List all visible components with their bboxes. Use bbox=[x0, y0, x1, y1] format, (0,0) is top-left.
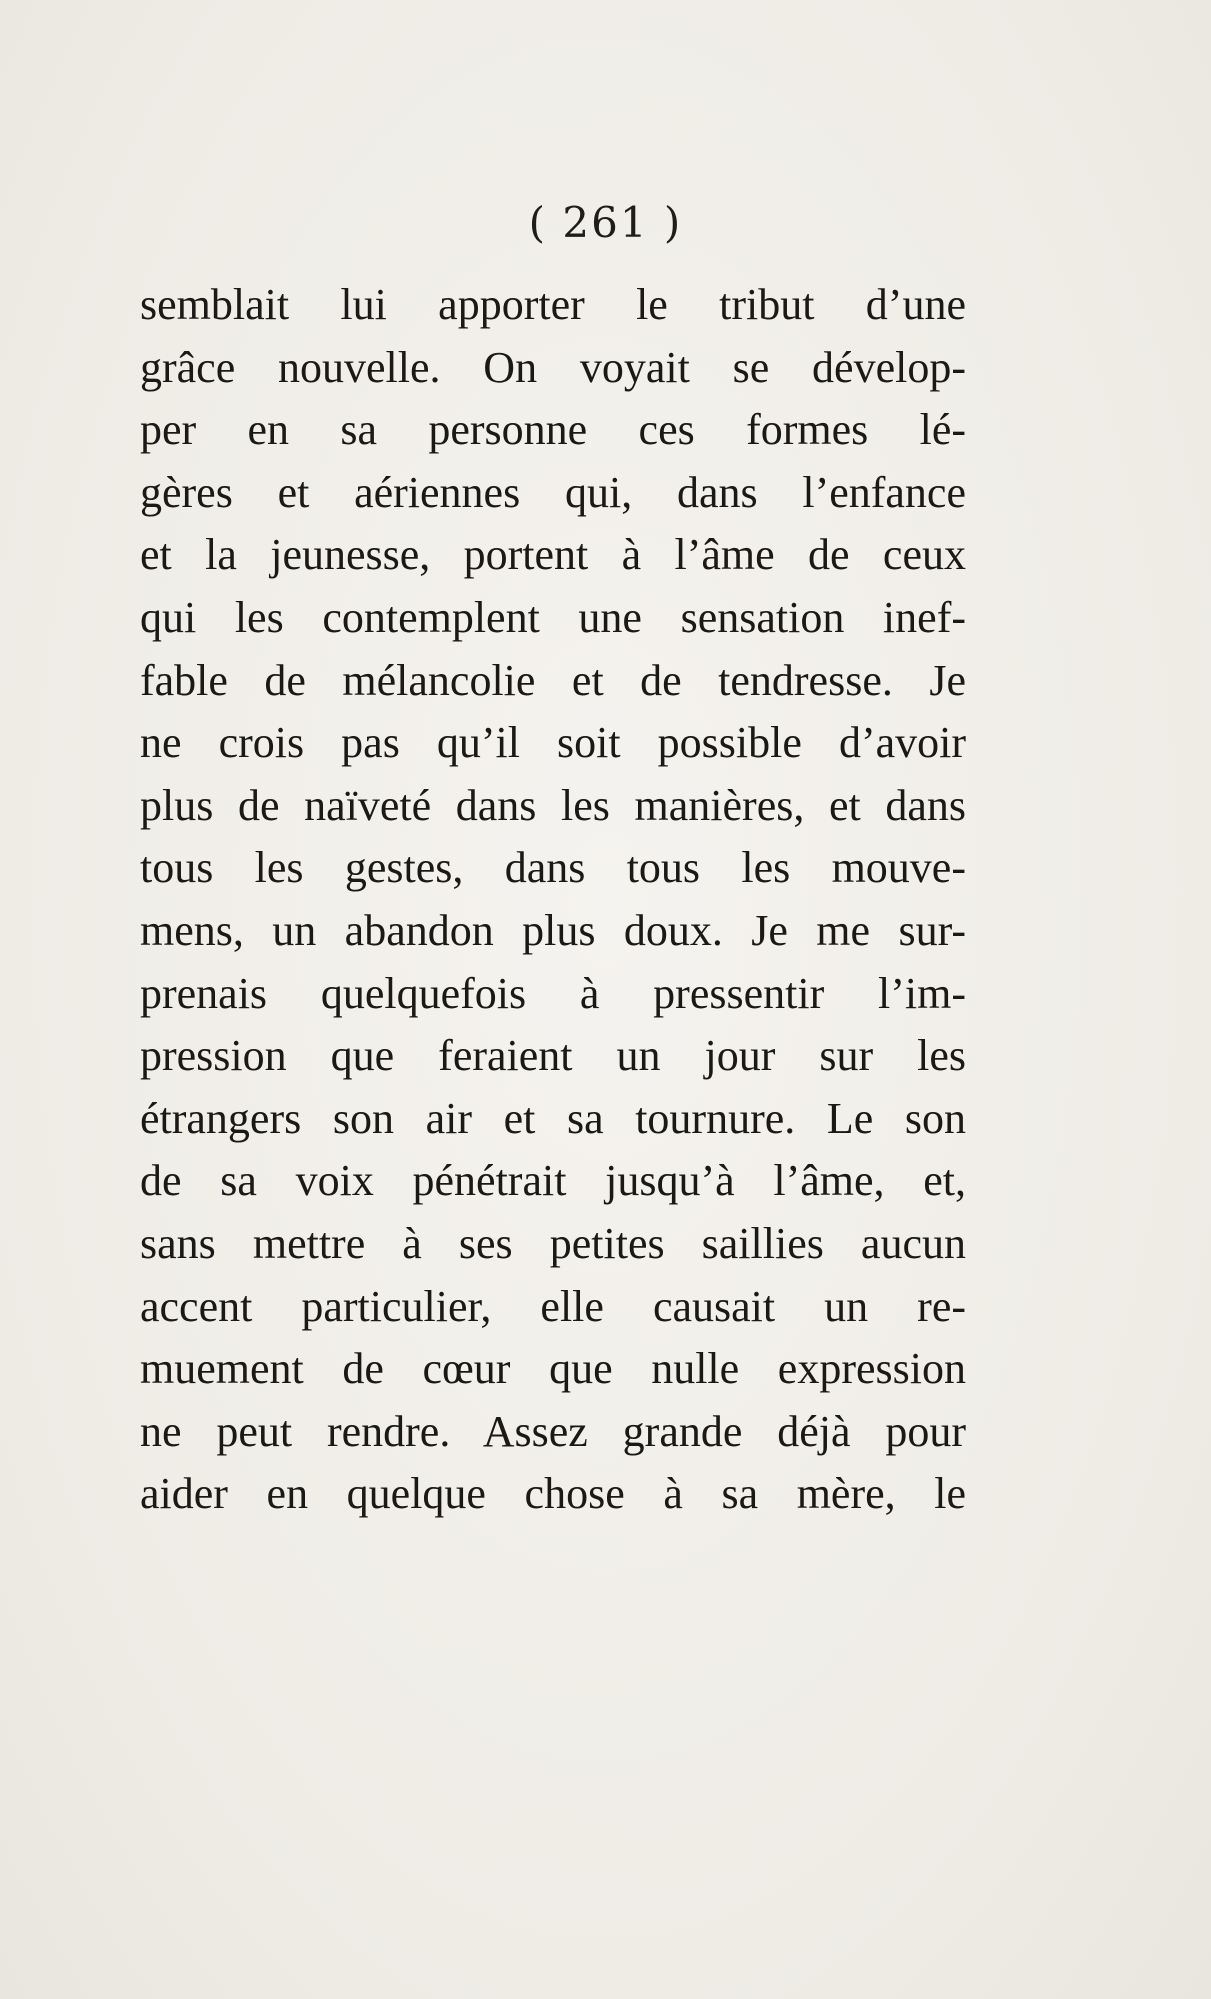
text-line: étrangers son air et sa tournure. Le son bbox=[140, 1093, 966, 1143]
text-line: ne crois pas qu’il soit possible d’avoir bbox=[140, 718, 966, 768]
body-text bbox=[140, 274, 966, 1526]
text-line: pression que feraient un jour sur les bbox=[140, 1031, 966, 1081]
text-line: semblait lui apporter le tribut d’une bbox=[140, 280, 966, 329]
text-line: mens, un abandon plus doux. Je me sur- bbox=[140, 905, 966, 955]
text-line: de sa voix pénétrait jusqu’à l’âme, et, bbox=[140, 1156, 966, 1206]
text-line: aider en quelque chose à sa mère, le bbox=[140, 1469, 966, 1519]
text-line: et la jeunesse, portent à l’âme de ceux bbox=[140, 530, 966, 580]
text-line: gères et aériennes qui, dans l’enfance bbox=[140, 467, 966, 517]
text-line: accent particulier, elle causait un re- bbox=[140, 1281, 966, 1331]
text-line: fable de mélancolie et de tendresse. Je bbox=[140, 655, 966, 705]
text-line: grâce nouvelle. On voyait se dévelop- bbox=[140, 342, 966, 392]
text-line: tous les gestes, dans tous les mouve- bbox=[140, 843, 966, 893]
page-number: ( 261 ) bbox=[528, 198, 683, 247]
text-line: ne peut rendre. Assez grande déjà pour bbox=[140, 1406, 966, 1456]
text-line: muement de cœur que nulle expression bbox=[140, 1344, 966, 1394]
text-line: qui les contemplent une sensation inef- bbox=[140, 592, 966, 642]
text-line: per en sa personne ces formes lé- bbox=[140, 405, 966, 455]
text-line: plus de naïveté dans les manières, et dans bbox=[140, 780, 966, 830]
text-line: prenais quelquefois à pressentir l’im- bbox=[140, 968, 966, 1018]
text-line: sans mettre à ses petites saillies aucun bbox=[140, 1218, 966, 1268]
